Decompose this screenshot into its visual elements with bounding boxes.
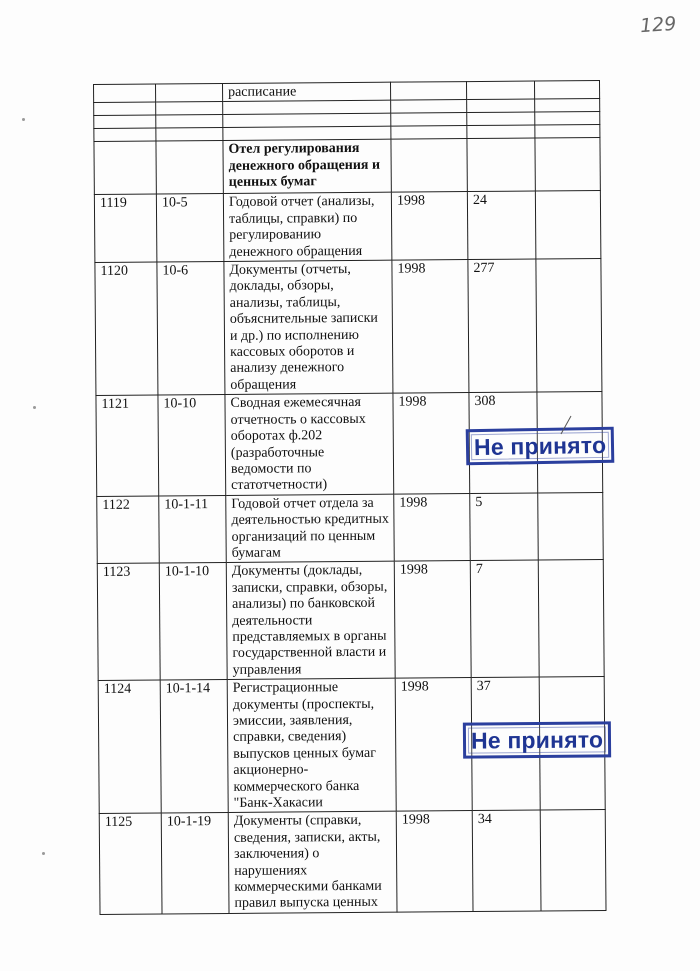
record-number-cell [94,84,156,103]
record-year-cell: 1998 [391,192,468,260]
record-title-cell [223,114,391,128]
record-number-cell [94,115,156,128]
record-title-cell [223,127,391,141]
sheet-count-cell [467,99,535,113]
sheet-count-cell: 37 [471,677,540,811]
record-year-cell: 1998 [392,260,469,394]
sheet-count-cell [466,81,534,100]
record-title-cell: Годовой отчет (анализы, таблицы, справки) по регулированию денежного обращения [223,193,392,262]
record-title-cell: Регистрационные документы (проспекты, эмиссии, заявления, справки, сведения) выпусков ценных бумаг акционерно-коммерческого банка "Банк-Хакасии [227,678,396,813]
record-note-cell [538,560,604,677]
sheet-count-cell: 308 [469,392,538,493]
record-year-cell [391,100,467,114]
record-year-cell: 1998 [395,678,472,812]
scan-speck [42,852,45,855]
record-number-cell: 1121 [96,395,159,496]
record-note-cell [535,138,600,192]
record-index-cell [156,102,223,116]
record-title-cell [223,101,391,115]
record-index-cell [156,83,223,102]
record-year-cell [391,113,467,127]
record-title-cell: Годовой отчет отдела за деятельностью кредитных организаций по ценным бумагам [226,494,395,563]
record-title-cell: Сводная ежемесячная отчетность о кассовых оборотах ф.202 (разработочные ведомости по статотчетности) [225,393,394,495]
record-title-cell: Документы (доклады, записки, справки, обзоры, анализы) по банковской деятельности представляемых в органы государственной власти и управления [226,561,395,679]
pen-tick-mark [558,414,574,436]
record-note-cell [535,112,600,126]
record-note-cell [535,191,601,259]
scan-speck [22,118,25,121]
record-title-cell: Документы (справки, сведения, записки, акты, заключения) о нарушениях коммерческими банками правил выпуска ценных [228,812,397,914]
table-row [97,560,604,681]
record-number-cell: 1122 [97,496,160,564]
record-index-cell: 10-1-10 [159,563,227,680]
record-year-cell: 1998 [394,493,471,561]
record-number-cell [94,141,156,194]
record-title-cell: расписание [222,82,390,102]
record-note-cell [534,81,599,100]
record-year-cell: 1998 [394,561,471,678]
record-number-cell [94,102,156,115]
record-title-cell: Отел регулирования денежного обращения и ценных бумаг [223,140,391,194]
record-year-cell [390,82,466,101]
record-index-cell [156,115,223,129]
sheet-count-cell [467,112,535,126]
rejected-stamp: Не принято [463,721,612,758]
sheet-count-cell: 7 [470,560,539,677]
inventory-table [93,80,607,915]
rejected-stamp: Не принято [466,427,615,466]
record-number-cell: 1120 [95,262,158,396]
record-note-cell [538,492,604,560]
record-number-cell [94,128,156,141]
sheet-count-cell: 34 [472,810,541,911]
record-year-cell: 1998 [393,393,470,494]
record-note-cell [536,259,602,393]
sheet-count-cell [467,138,535,192]
sheet-count-cell: 24 [467,191,536,259]
record-index-cell: 10-1-11 [159,495,227,563]
sheet-count-cell: 5 [470,493,539,561]
record-title-cell: Документы (отчеты, доклады, обзоры, анализы, таблицы, объяснительные записки и др.) по исполнению кассовых оборотов и анализу денежного обращения [224,260,393,395]
table-row [99,810,606,914]
record-number-cell: 1124 [98,680,161,814]
record-index-cell: 10-1-14 [160,680,228,814]
record-index-cell [156,128,223,142]
record-number-cell: 1123 [97,563,160,680]
record-number-cell: 1125 [99,813,162,914]
record-note-cell [535,99,600,113]
record-year-cell [391,139,467,193]
page-number: 129 [639,12,677,38]
sheet-count-cell: 277 [468,259,537,393]
record-note-cell [535,125,600,139]
section-header-row [94,138,600,195]
record-note-cell [540,810,606,911]
record-index-cell: 10-5 [156,194,224,262]
table-row [94,191,601,263]
record-index-cell: 10-6 [157,262,225,396]
record-number-cell: 1119 [94,194,157,262]
table-row [95,259,602,396]
record-index-cell: 10-1-19 [161,813,229,914]
table-row [97,492,604,564]
scan-speck [33,406,36,409]
record-year-cell [391,126,467,140]
sheet-count-cell [467,125,535,139]
record-index-cell: 10-10 [158,395,226,496]
record-year-cell: 1998 [396,811,473,912]
record-index-cell [156,141,223,195]
